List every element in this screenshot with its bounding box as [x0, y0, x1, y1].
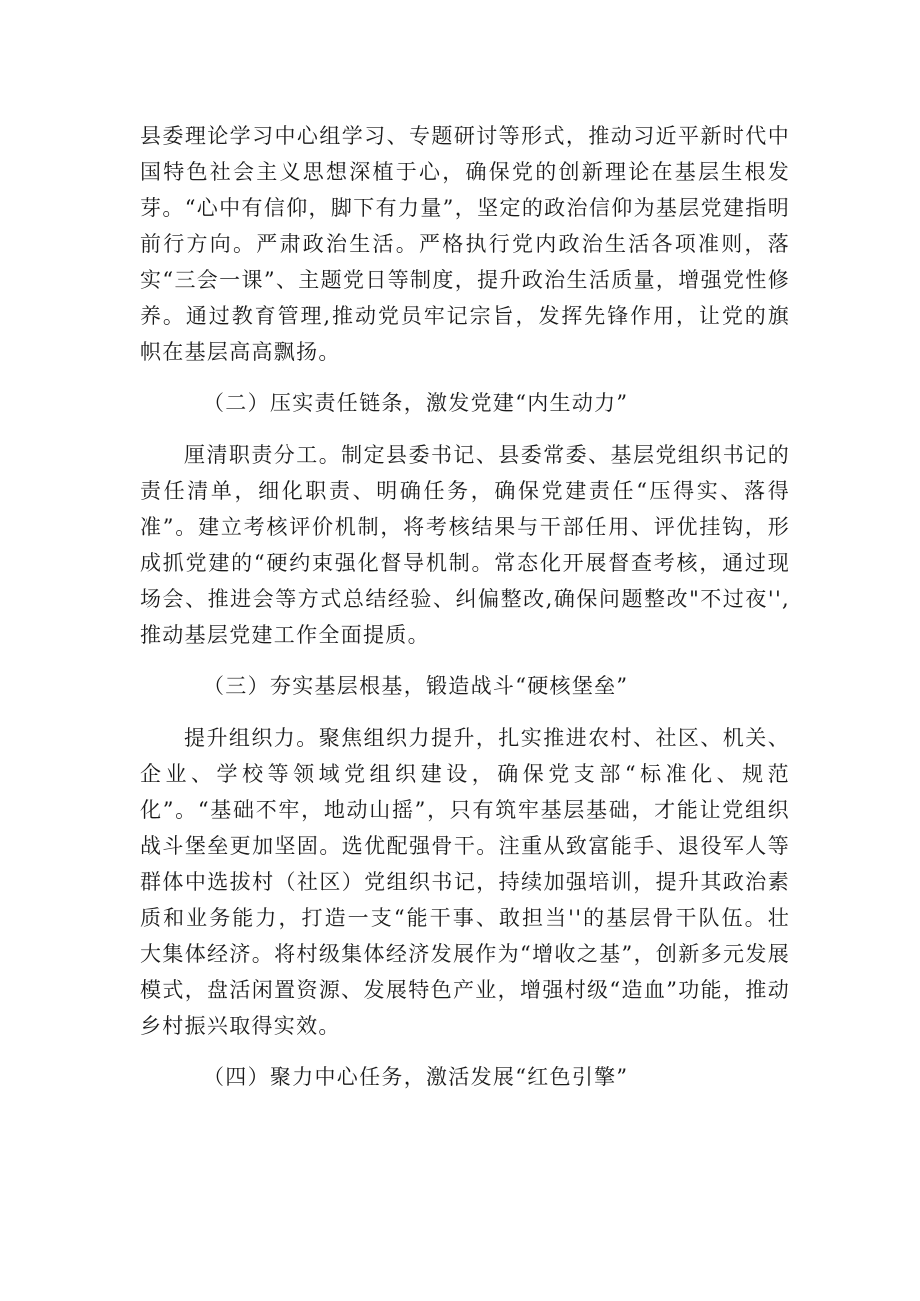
body-paragraph: 县委理论学习中心组学习、专题研讨等形式，推动习近平新时代中国特色社会主义思想深植于心，确保党的创新理论在基层生根发芽。“心中有信仰，脚下有力量”，坚定的政治信仰为基层党建指明前行方向。严肃政治生活。严格执行党内政治生活各项准则，落实“三会一课”、主题党日等制度，提升政治生活质量，增强党性修养。通过教育管理,推动党员牢记宗旨，发挥先锋作用，让党的旗帜在基层高高飘扬。: [140, 124, 790, 364]
document-body: [140, 118, 790, 1095]
body-paragraph: 提升组织力。聚焦组织力提升，扎实推进农村、社区、机关、企业、学校等领域党组织建设，确保党支部“标准化、规范化”。“基础不牢，地动山摇”，只有筑牢基层基础，才能让党组织战斗堡垒更加坚固。选优配强骨干。注重从致富能手、退役军人等群体中选拔村（社区）党组织书记，持续加强培训，提升其政治素质和业务能力，打造一支“能干事、敢担当''的基层骨干队伍。壮大集体经济。将村级集体经济发展作为“增收之基”，创新多元发展模式，盘活闲置资源、发展特色产业，增强村级“造血”功能，推动乡村振兴取得实效。: [140, 726, 790, 1038]
section-heading-4: （四）聚力中心任务，激活发展“红色引擎”: [203, 1065, 629, 1089]
body-paragraph: 厘清职责分工。制定县委书记、县委常委、基层党组织书记的责任清单，细化职责、明确任务，确保党建责任“压得实、落得准”。建立考核评价机制，将考核结果与干部任用、评优挂钩，形成抓党建的“硬约束强化督导机制。常态化开展督查考核，通过现场会、推进会等方式总结经验、纠偏整改,确保问题整改"不过夜'',推动基层党建工作全面提质。: [140, 443, 790, 647]
section-heading-3: （三）夯实基层根基，锻造战斗“硬核堡垒”: [203, 674, 629, 698]
section-heading-2: （二）压实责任链条，激发党建“内生动力”: [203, 391, 629, 415]
